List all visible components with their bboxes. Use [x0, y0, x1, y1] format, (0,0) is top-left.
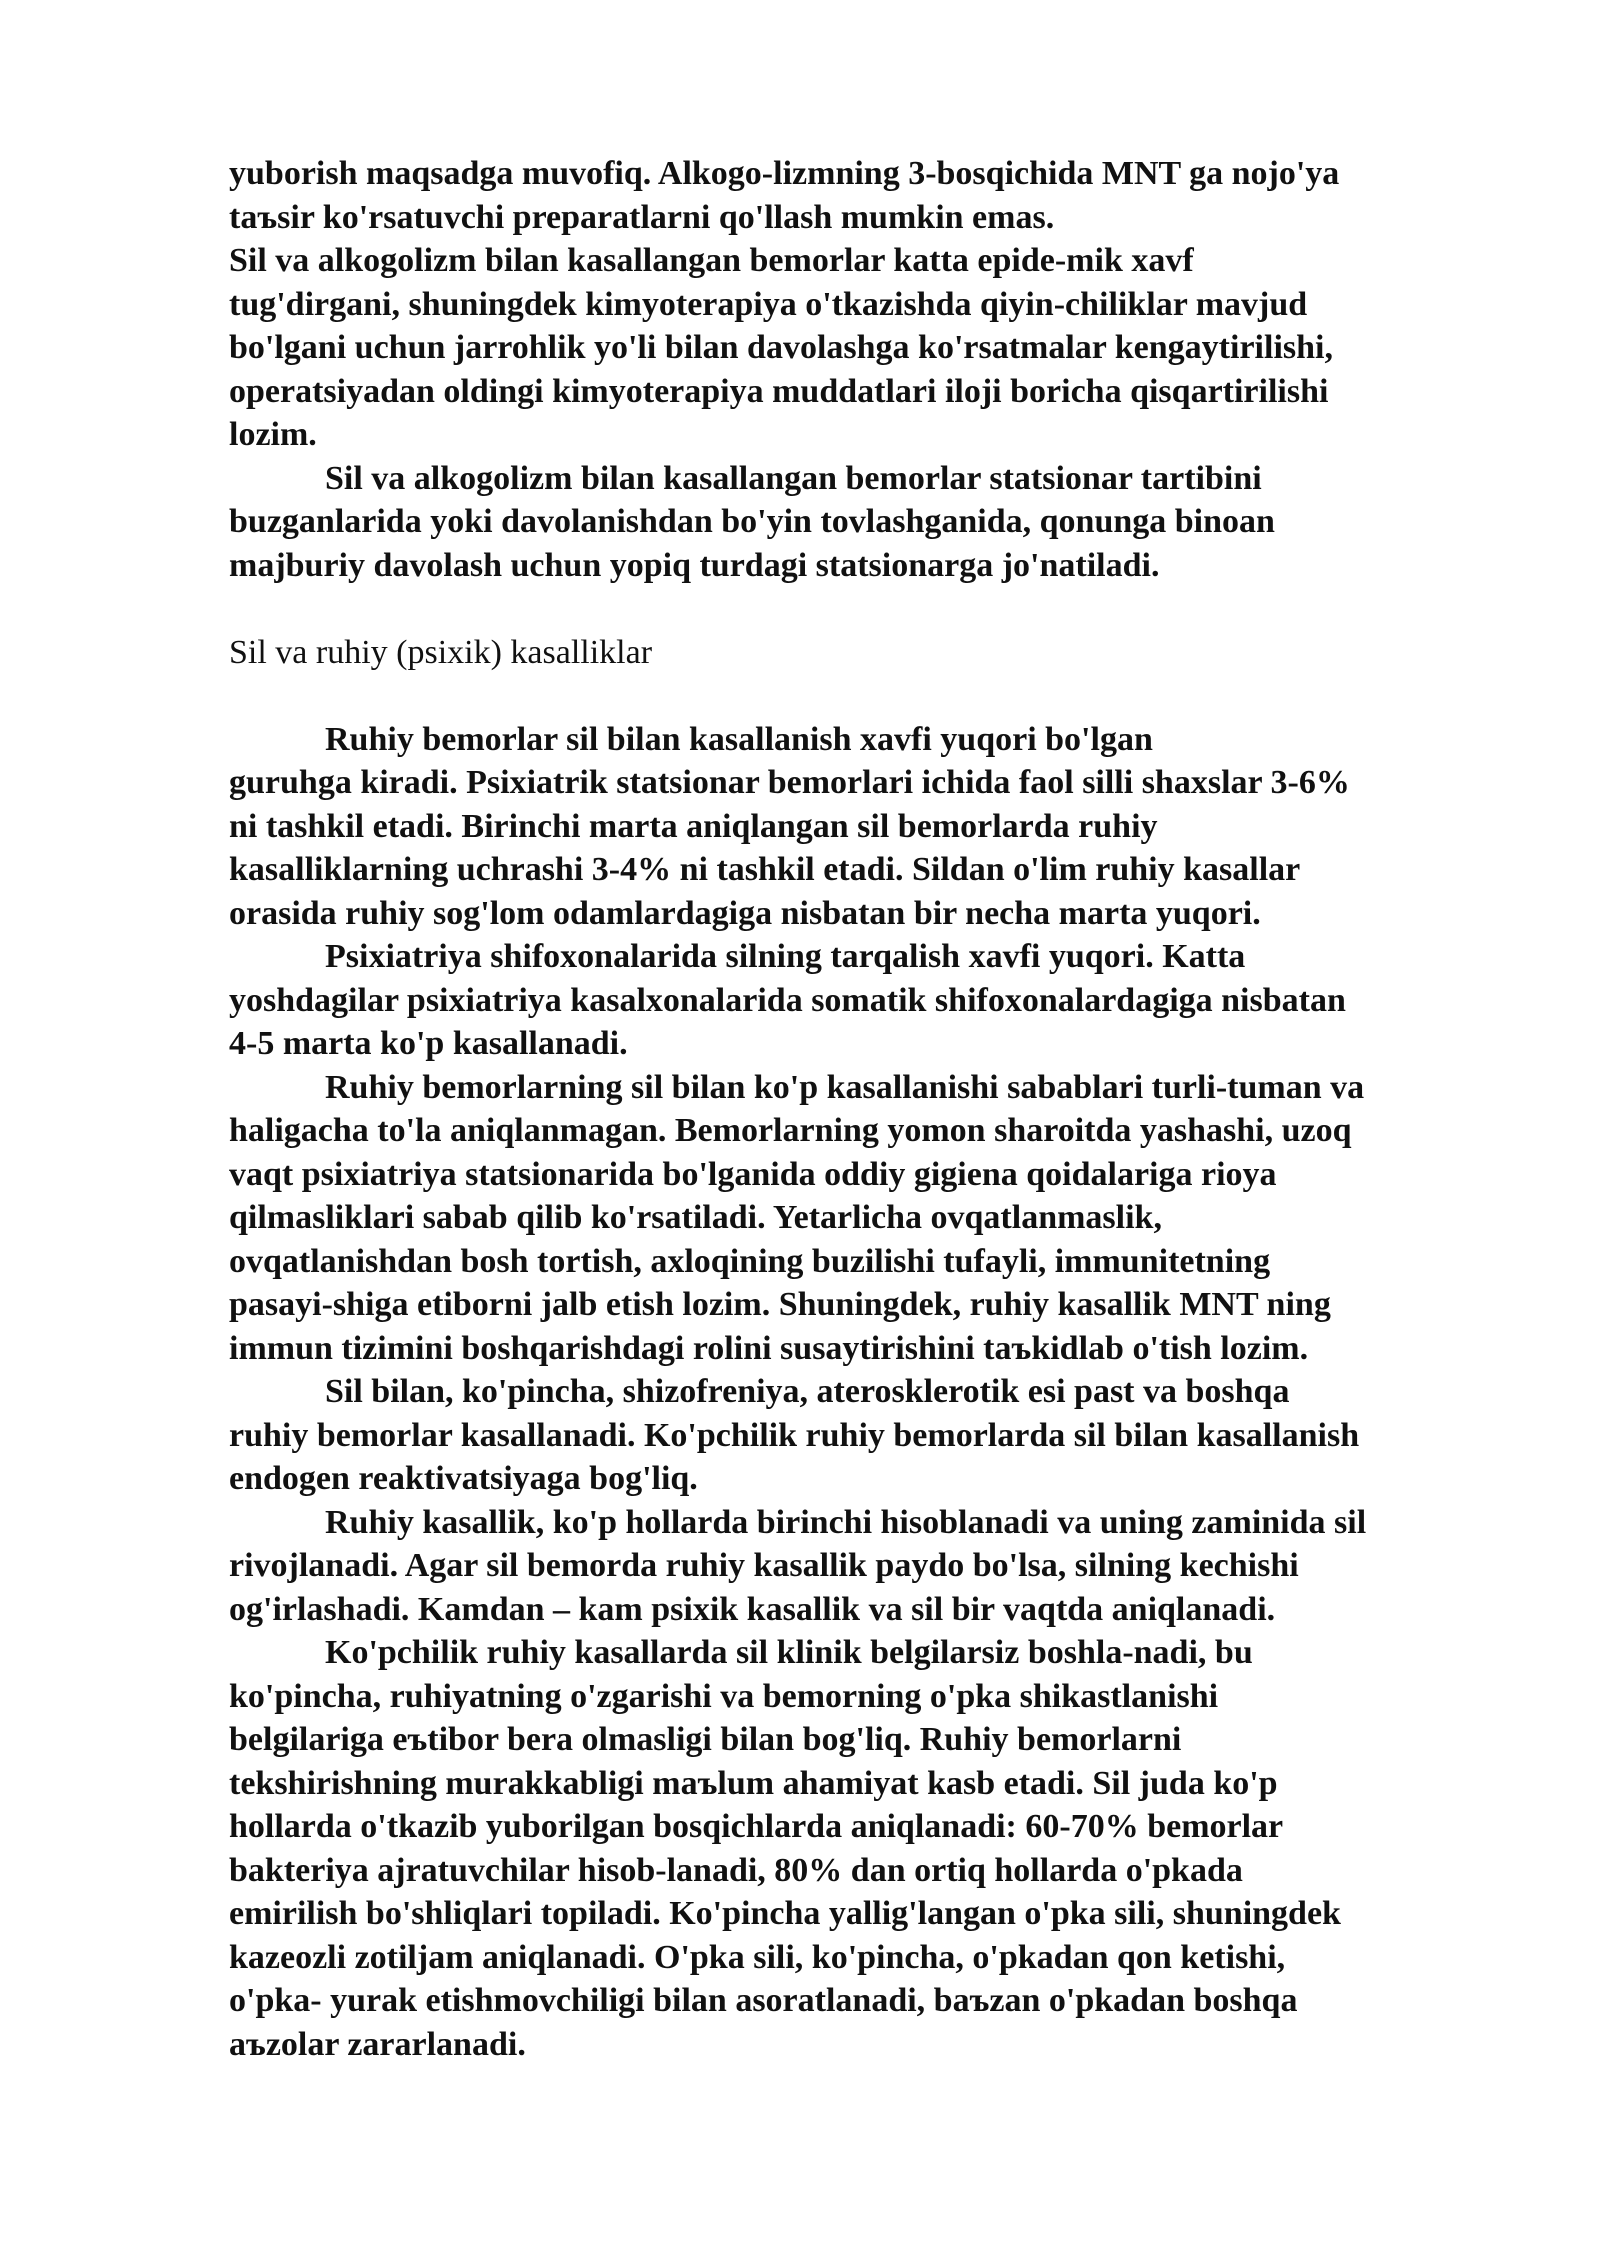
paragraph [229, 1631, 1519, 2066]
text-line: majburiy davolash uchun yopiq turdagi statsionarga jo'natiladi. [229, 546, 1160, 584]
text-line: qilmasliklari sabab qilib ko'rsatiladi. Yetarlicha ovqatlanmaslik, [229, 1199, 1162, 1236]
text-line: endogen reaktivatsiyaga bog'liq. [229, 1460, 698, 1497]
text-line: bakteriya ajratuvchilar hisob-lanadi, 80% dan ortiq hollarda o'pkada [229, 1851, 1243, 1889]
text-line: haligacha to'la aniqlanmagan. Bemorlarning yomon sharoitda yashashi, uzoq [229, 1112, 1352, 1149]
text-line: Sil va alkogolizm bilan kasallangan bemorlar statsionar tartibini [325, 459, 1262, 497]
blank-line [229, 674, 1519, 718]
text-line: ni tashkil etadi. Birinchi marta aniqlangan sil bemorlarda ruhiy [229, 807, 1158, 845]
text-line: immun tizimini boshqarishdagi rolini susaytirishini taъkidlab o'tish lozim. [229, 1329, 1309, 1367]
paragraph [229, 457, 1519, 588]
paragraph [229, 239, 1519, 457]
text-line: buzganlarida yoki davolanishdan bo'yin tovlashganida, qonunga binoan [229, 503, 1275, 540]
text-line: Ko'pchilik ruhiy kasallarda sil klinik belgilarsiz boshla-nadi, bu [325, 1634, 1253, 1671]
paragraph [229, 1370, 1519, 1501]
text-line: pasayi-shiga etiborni jalb etish lozim. Shuningdek, ruhiy kasallik MNT ning [229, 1286, 1331, 1323]
text-line: lozim. [229, 416, 317, 453]
text-line: kazeozli zotiljam aniqlanadi. O'pka sili, ko'pincha, o'pkadan qon ketishi, [229, 1938, 1286, 1976]
text-line: vaqt psixiatriya statsionarida bo'lganida oddiy gigiena qoidalariga rioya [229, 1155, 1277, 1193]
text-line: hollarda o'tkazib yuborilgan bosqichlarda aniqlanadi: 60-70% bemorlar [229, 1808, 1284, 1845]
text-line: yuborish maqsadga muvofiq. Alkogo-lizmning 3-bosqichida MNT ga nojo'ya [229, 155, 1340, 192]
text-line: belgilariga eъtibor bera olmasligi bilan bog'liq. Ruhiy bemorlarni [229, 1721, 1182, 1758]
text-line: guruhga kiradi. Psixiatrik statsionar bemorlari ichida faol silli shaxslar 3-6% [229, 764, 1350, 801]
text-line: ko'pincha, ruhiyatning o'zgarishi va bemorning o'pka shikastlanishi [229, 1677, 1219, 1715]
text-line: og'irlashadi. Kamdan – kam psixik kasallik va sil bir vaqtda aniqlanadi. [229, 1590, 1276, 1628]
text-line: Ruhiy kasallik, ko'p hollarda birinchi hisoblanadi va uning zaminida sil [325, 1503, 1367, 1541]
text-line: taъsir ko'rsatuvchi preparatlarni qo'llash mumkin emas. [229, 198, 1055, 236]
text-line: 4-5 marta ko'p kasallanadi. [229, 1025, 628, 1062]
text-line: o'pka- yurak etishmovchiligi bilan asoratlanadi, baъzan o'pkadan boshqa [229, 1982, 1298, 2019]
paragraph [229, 718, 1519, 936]
text-line: ruhiy bemorlar kasallanadi. Ko'pchilik ruhiy bemorlarda sil bilan kasallanish [229, 1416, 1360, 1454]
text-line: operatsiyadan oldingi kimyoterapiya muddatlari iloji boricha qisqartirilishi [229, 372, 1329, 410]
text-line: rivojlanadi. Agar sil bemorda ruhiy kasallik paydo bo'lsa, silning kechishi [229, 1547, 1299, 1584]
text-line: Psixiatriya shifoxonalarida silning tarqalish xavfi yuqori. Katta [325, 938, 1246, 975]
paragraph [229, 1066, 1519, 1371]
text-line: Ruhiy bemorlar sil bilan kasallanish xavfi yuqori bo'lgan [325, 720, 1153, 758]
text-line: orasida ruhiy sog'lom odamlardagiga nisbatan bir necha marta yuqori. [229, 894, 1261, 932]
blank-line [229, 587, 1519, 631]
text-line: tekshirishning murakkabligi maъlum ahamiyat kasb etadi. Sil juda ko'p [229, 1764, 1278, 1802]
text-line: emirilish bo'shliqlari topiladi. Ko'pincha yallig'langan o'pka sili, shuningdek [229, 1895, 1341, 1932]
text-line: tug'dirgani, shuningdek kimyoterapiya o'tkazishda qiyin-chiliklar mavjud [229, 285, 1308, 323]
text-line: aъzolar zararlanadi. [229, 2025, 526, 2063]
paragraph [229, 1501, 1519, 1632]
paragraph [229, 935, 1519, 1066]
text-line: Ruhiy bemorlarning sil bilan ko'p kasallanishi sabablari turli-tuman va [325, 1068, 1365, 1106]
text-line: kasalliklarning uchrashi 3-4% ni tashkil etadi. Sildan o'lim ruhiy kasallar [229, 851, 1301, 888]
text-line: ovqatlanishdan bosh tortish, axloqining buzilishi tufayli, immunitetning [229, 1242, 1271, 1280]
text-line: Sil bilan, ko'pincha, shizofreniya, aterosklerotik esi past va boshqa [325, 1373, 1290, 1410]
text-line: Sil va alkogolizm bilan kasallangan bemorlar katta epide-mik xavf [229, 242, 1194, 279]
heading-text: Sil va ruhiy (psixik) kasalliklar [229, 633, 653, 671]
document-page [229, 152, 1519, 2066]
paragraph [229, 152, 1519, 239]
text-line: yoshdagilar psixiatriya kasalxonalarida somatik shifoxonalardagiga nisbatan [229, 981, 1346, 1019]
text-line: bo'lgani uchun jarrohlik yo'li bilan davolashga ko'rsatmalar kengaytirilishi, [229, 329, 1333, 366]
section-heading [229, 631, 1519, 675]
